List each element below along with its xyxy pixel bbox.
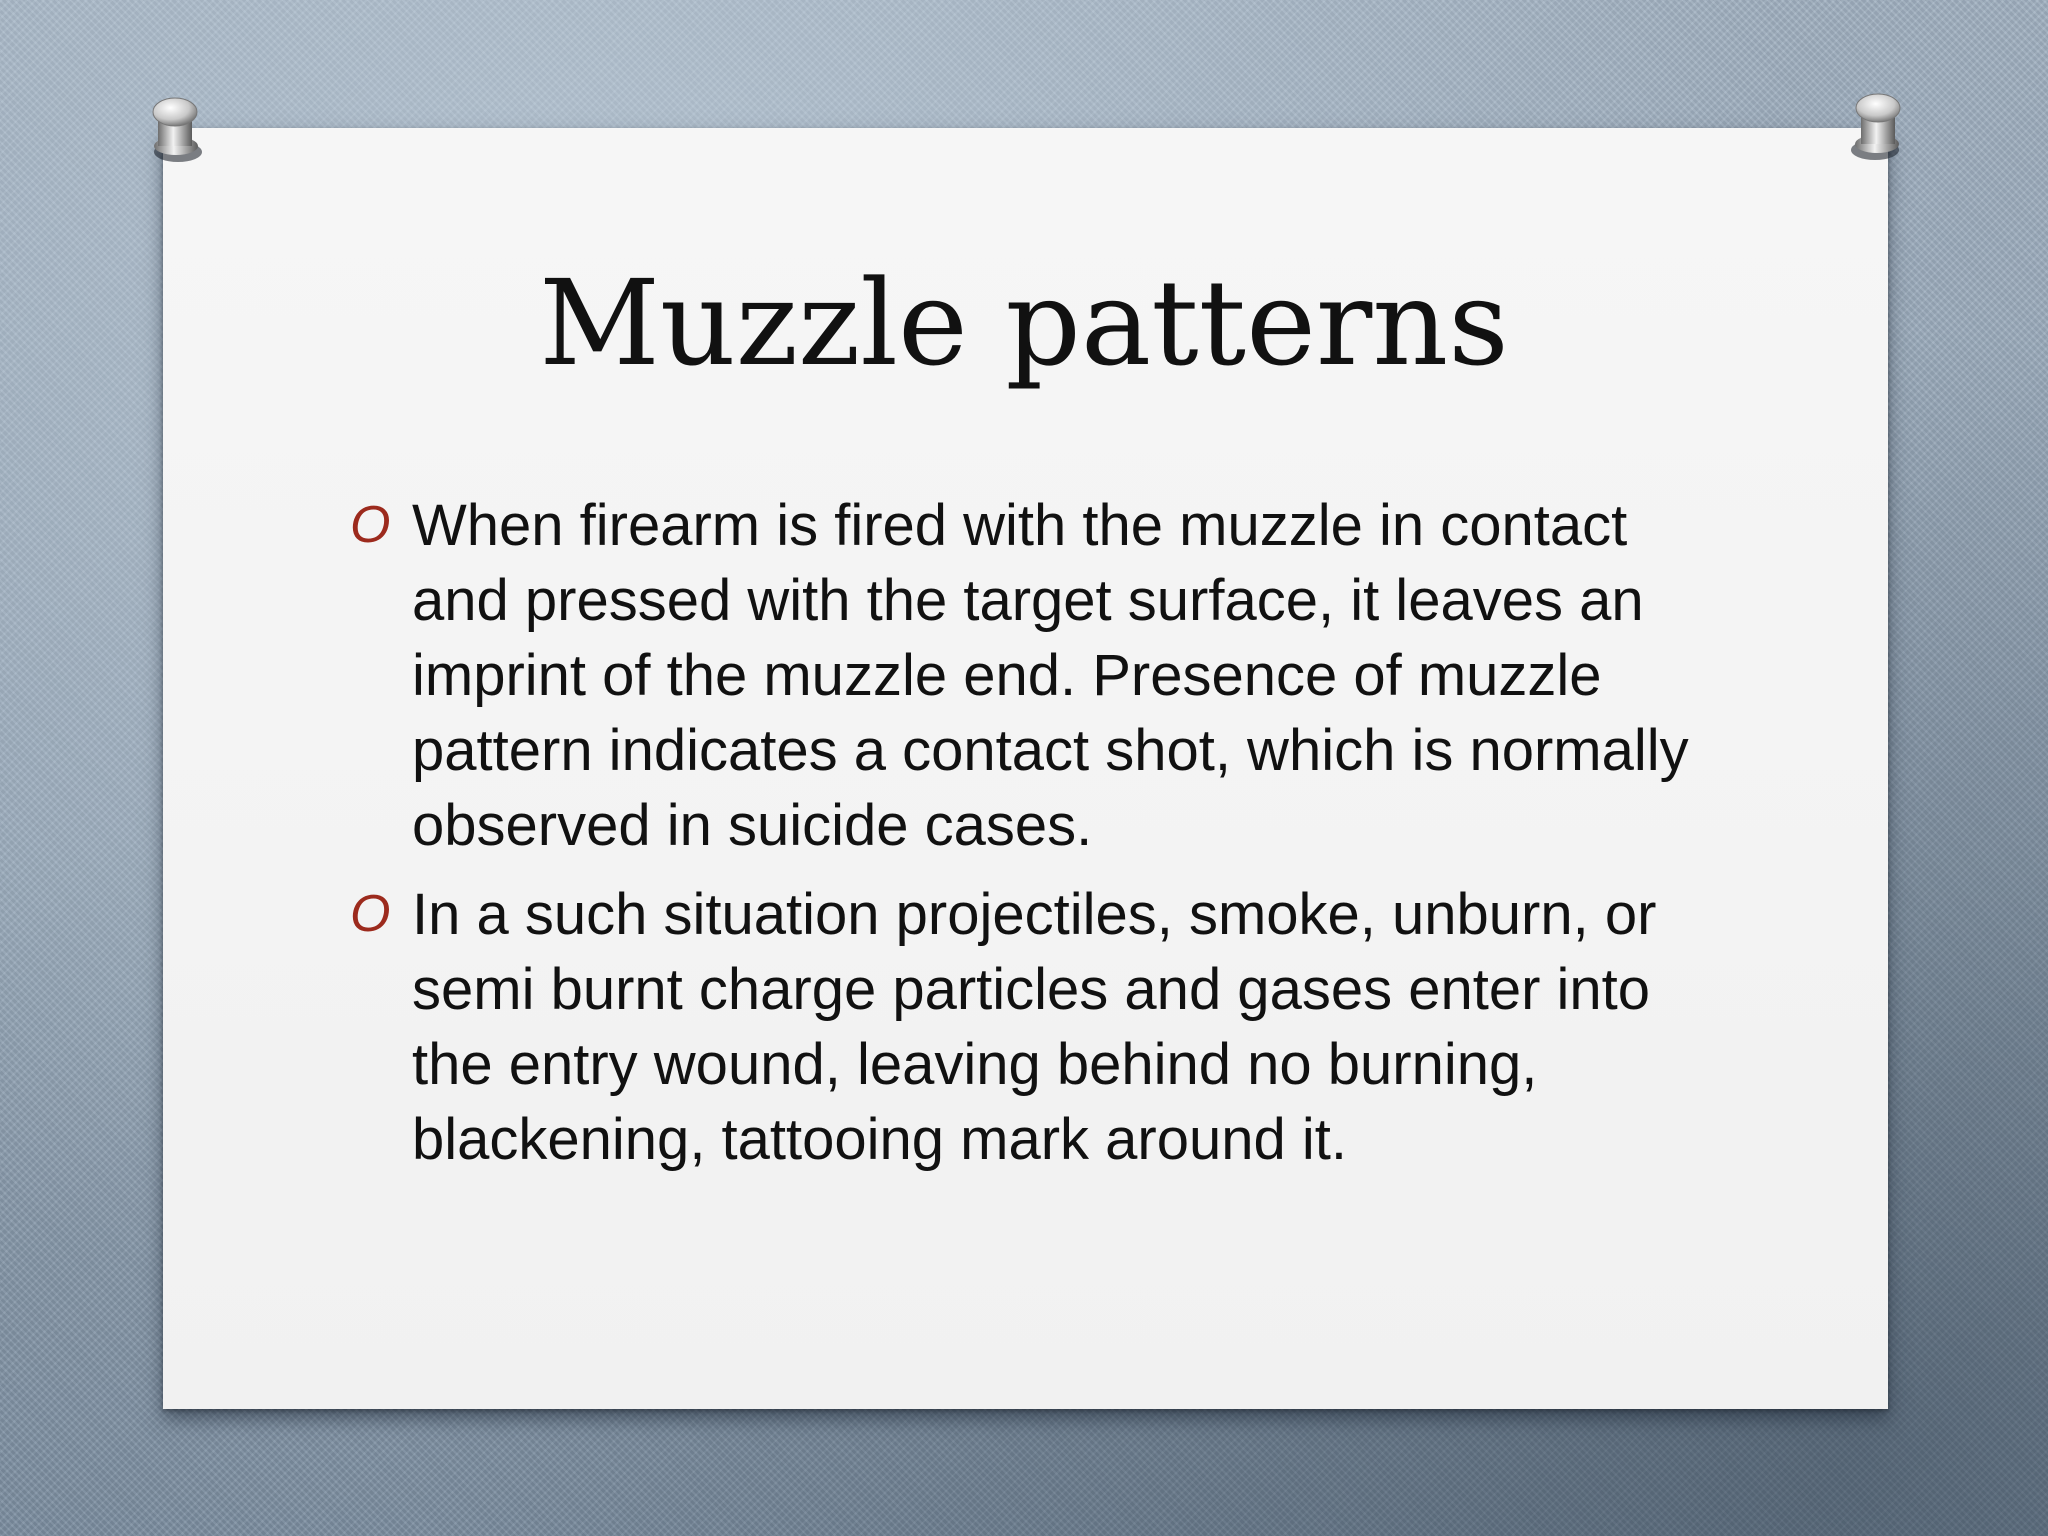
bullet-marker-icon: O bbox=[350, 885, 391, 943]
bullet-list bbox=[350, 488, 1740, 1191]
bullet-text: When firearm is fired with the muzzle in contact and pressed with the target surface, it leaves an imprint of the muzzle end. Presence of muzzle pattern indicates a contact shot, which is normally observed in suicide cases. bbox=[412, 493, 1689, 858]
list-item bbox=[350, 877, 1740, 1177]
bullet-text: In a such situation projectiles, smoke, unburn, or semi burnt charge particles and gases enter into the entry wound, leaving behind no burning, blackening, tattooing mark around it. bbox=[412, 882, 1657, 1172]
list-item bbox=[350, 488, 1740, 863]
push-pin-left-icon bbox=[140, 88, 210, 168]
bullet-marker-icon: O bbox=[350, 496, 391, 554]
slide-title: Muzzle patterns bbox=[539, 254, 1509, 392]
push-pin-right-icon bbox=[1843, 84, 1913, 164]
